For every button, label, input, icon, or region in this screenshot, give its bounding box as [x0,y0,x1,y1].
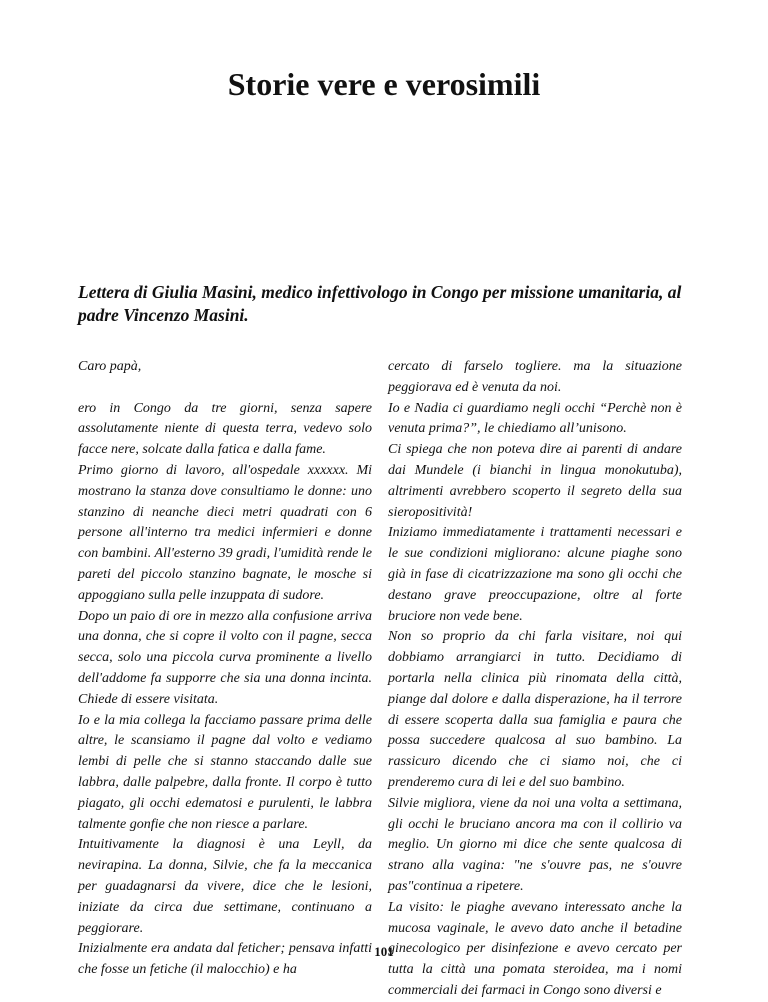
letter-subtitle: Lettera di Giulia Masini, medico infettivologo in Congo per missione umanitaria, al padre Vincenzo Masini. [78,282,682,325]
paragraph: Inizialmente era andata dal feticher; pensava infatti che fosse un fetiche (il malocchio) e ha [78,941,372,978]
paragraph: Non so proprio da chi farla visitare, noi qui dobbiamo arrangiarci in tutto. Decidiamo di portarla nella clinica più rinomata della città, piange dal dolore e dalla disperazione, ha il terrore di essere scoperta dalla sua famiglia e paura che possa succedere qualcosa al suo bambino. La rassicuro dicendo che ci siamo noi, che ci prenderemo cura di lei e del suo bambino. [388,629,682,790]
paragraph: Io e la mia collega la facciamo passare prima delle altre, le scansiamo il pagne dal volto e vediamo lembi di pelle che si stanno staccando dalle sue labbra, dalle palpebre, dalla fronte. Il corpo è tutto piagato, gli occhi edematosi e purulenti, le labbra talmente gonfie che non riesce a parlare. [78,712,372,832]
paragraph: ero in Congo da tre giorni, senza sapere assolutamente niente di questa terra, vedevo solo facce nere, solcate dalla fatica e dalla fame. [78,400,372,458]
left-column [78,357,372,981]
paragraph: Silvie migliora, viene da noi una volta a settimana, gli occhi le bruciano ancora ma con il collirio va meglio. Un giorno mi dice che sente qualcosa di strano alla vagina: "ne s'ouvre pas, ne s'ouvre pas"continua a ripetere. [388,795,682,894]
paragraph: Iniziamo immediatamente i trattamenti necessari e le sue condizioni migliorano: alcune piaghe sono già in fase di cicatrizzazione ma sono gli occhi che destano grave preoccupazione, oltre al forte bruciore non vede bene. [388,525,682,624]
right-column [388,357,682,1002]
page-title: Storie vere e verosimili [227,66,541,102]
paragraph: Io e Nadia ci guardiamo negli occhi “Perchè non è venuta prima?”, le chiediamo all’unisono. [388,400,682,437]
page-number: 101 [374,944,394,959]
paragraph: Dopo un paio di ore in mezzo alla confusione arriva una donna, che si copre il volto con il pagne, secca secca, solo una piccola curva prominente a livello dell'addome fa supporre che sia una donna incinta. Chiede di essere visitata. [78,608,372,707]
paragraph: Ci spiega che non poteva dire ai parenti di andare dai Mundele (i bianchi in lingua monokutuba), altrimenti avrebbero scoperto il segreto della sua sieropositività! [388,442,682,520]
paragraph: cercato di farselo togliere. ma la situazione peggiorava ed è venuta da noi. [388,359,682,395]
paragraph: La visito: le piaghe avevano interessato anche la mucosa vaginale, le avevo dato anche il betadine ginecologico per disinfezione e avevo cercato per tutta la città una pomata steroidea, ma i nomi commerciali dei farmaci in Congo sono diversi e [388,899,682,998]
paragraph: Primo giorno di lavoro, all'ospedale xxxxxx. Mi mostrano la stanza dove consultiamo le donne: uno stanzino di neanche dieci metri quadrati con 6 persone all'interno tra medici infermieri e donne con bambini. All'esterno 39 gradi, l'umidità rende le pareti del piccolo stanzino bagnate, le mosche si appoggiano sulla pelle inzuppata di sudore. [78,462,372,603]
letter-greeting: Caro papà, [78,359,142,374]
paragraph: Intuitivamente la diagnosi è una Leyll, da nevirapina. La donna, Silvie, che fa la meccanica per guadagnarsi da vivere, dice che le lesioni, iniziate da circa due settimane, continuano a peggiorare. [78,837,372,936]
